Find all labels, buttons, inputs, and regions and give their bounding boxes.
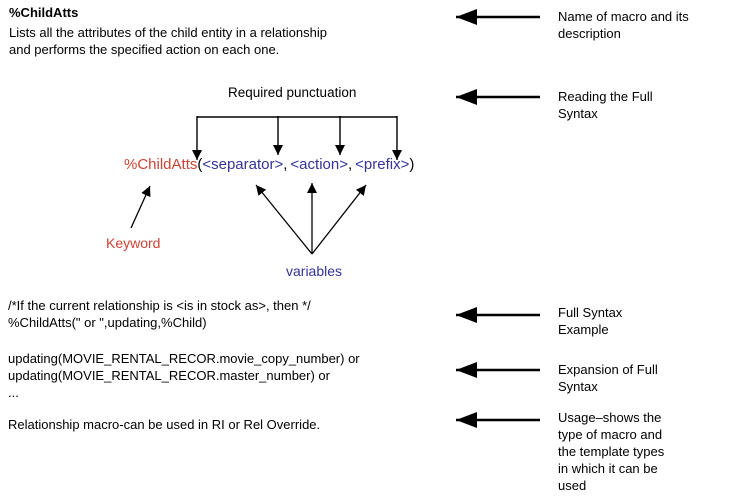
variables-arrow-separator xyxy=(256,185,312,254)
syntax-prefix-variable: <prefix> xyxy=(355,156,410,173)
full-syntax-line xyxy=(124,156,414,173)
annotation-line: Name of macro and its xyxy=(558,9,689,24)
syntax-separator-variable: <separator> xyxy=(202,156,284,173)
annotation-line: Expansion of Full xyxy=(558,362,658,377)
macro-title: %ChildAtts xyxy=(9,5,79,20)
syntax-open-paren: ( xyxy=(197,156,203,173)
syntax-comma1: , xyxy=(283,156,288,173)
annotation-line: Example xyxy=(558,322,609,337)
annotation-line: the template types xyxy=(558,444,665,459)
syntax-keyword: %ChildAtts xyxy=(124,156,198,173)
syntax-comma2: , xyxy=(347,156,353,173)
variables-arrows xyxy=(256,183,366,254)
annotation-line: Usage–shows the xyxy=(558,410,662,425)
example-comment-line: /*If the current relationship is <is in stock as>, then */ xyxy=(8,298,311,313)
expansion-ellipsis: ... xyxy=(8,385,19,400)
annotation-line: Full Syntax xyxy=(558,305,623,320)
keyword-label: Keyword xyxy=(106,235,161,251)
syntax-expansion-block xyxy=(8,350,360,401)
annotation-full-syntax-example xyxy=(558,304,723,338)
example-syntax-line: %ChildAtts(" or ",updating,%Child) xyxy=(8,315,207,330)
variables-arrow-prefix xyxy=(312,185,366,254)
macro-description-line2: and performs the specified action on each one. xyxy=(9,42,280,57)
variables-label: variables xyxy=(286,263,343,279)
annotation-line: Syntax xyxy=(558,106,598,121)
syntax-action-variable: <action> xyxy=(290,156,348,173)
annotation-line: Syntax xyxy=(558,379,598,394)
annotation-usage xyxy=(558,409,723,494)
usage-line: Relationship macro-can be used in RI or Rel Override. xyxy=(8,417,321,432)
keyword-arrow xyxy=(131,186,150,228)
annotation-line: Reading the Full xyxy=(558,89,653,104)
annotation-expansion-of-full-syntax xyxy=(558,361,723,395)
annotation-name-of-macro xyxy=(558,8,723,42)
expansion-line-2: updating(MOVIE_RENTAL_RECOR.master_number) or xyxy=(8,368,330,383)
full-syntax-example-block xyxy=(8,297,311,331)
macro-description-line1: Lists all the attributes of the child entity in a relationship xyxy=(9,25,327,40)
annotation-line: type of macro and xyxy=(558,427,663,442)
expansion-line-1: updating(MOVIE_RENTAL_RECOR.movie_copy_number) or xyxy=(8,351,360,366)
required-punctuation-label: Required punctuation xyxy=(228,85,357,100)
annotation-line: in which it can be xyxy=(558,461,658,476)
annotation-line: used xyxy=(558,478,587,493)
annotation-reading-full-syntax xyxy=(558,88,723,122)
required-punctuation-bracket xyxy=(197,116,397,160)
annotation-arrows xyxy=(456,17,540,420)
annotation-line: description xyxy=(558,26,621,41)
syntax-close-paren: ) xyxy=(409,156,415,173)
macro-header xyxy=(9,5,327,58)
